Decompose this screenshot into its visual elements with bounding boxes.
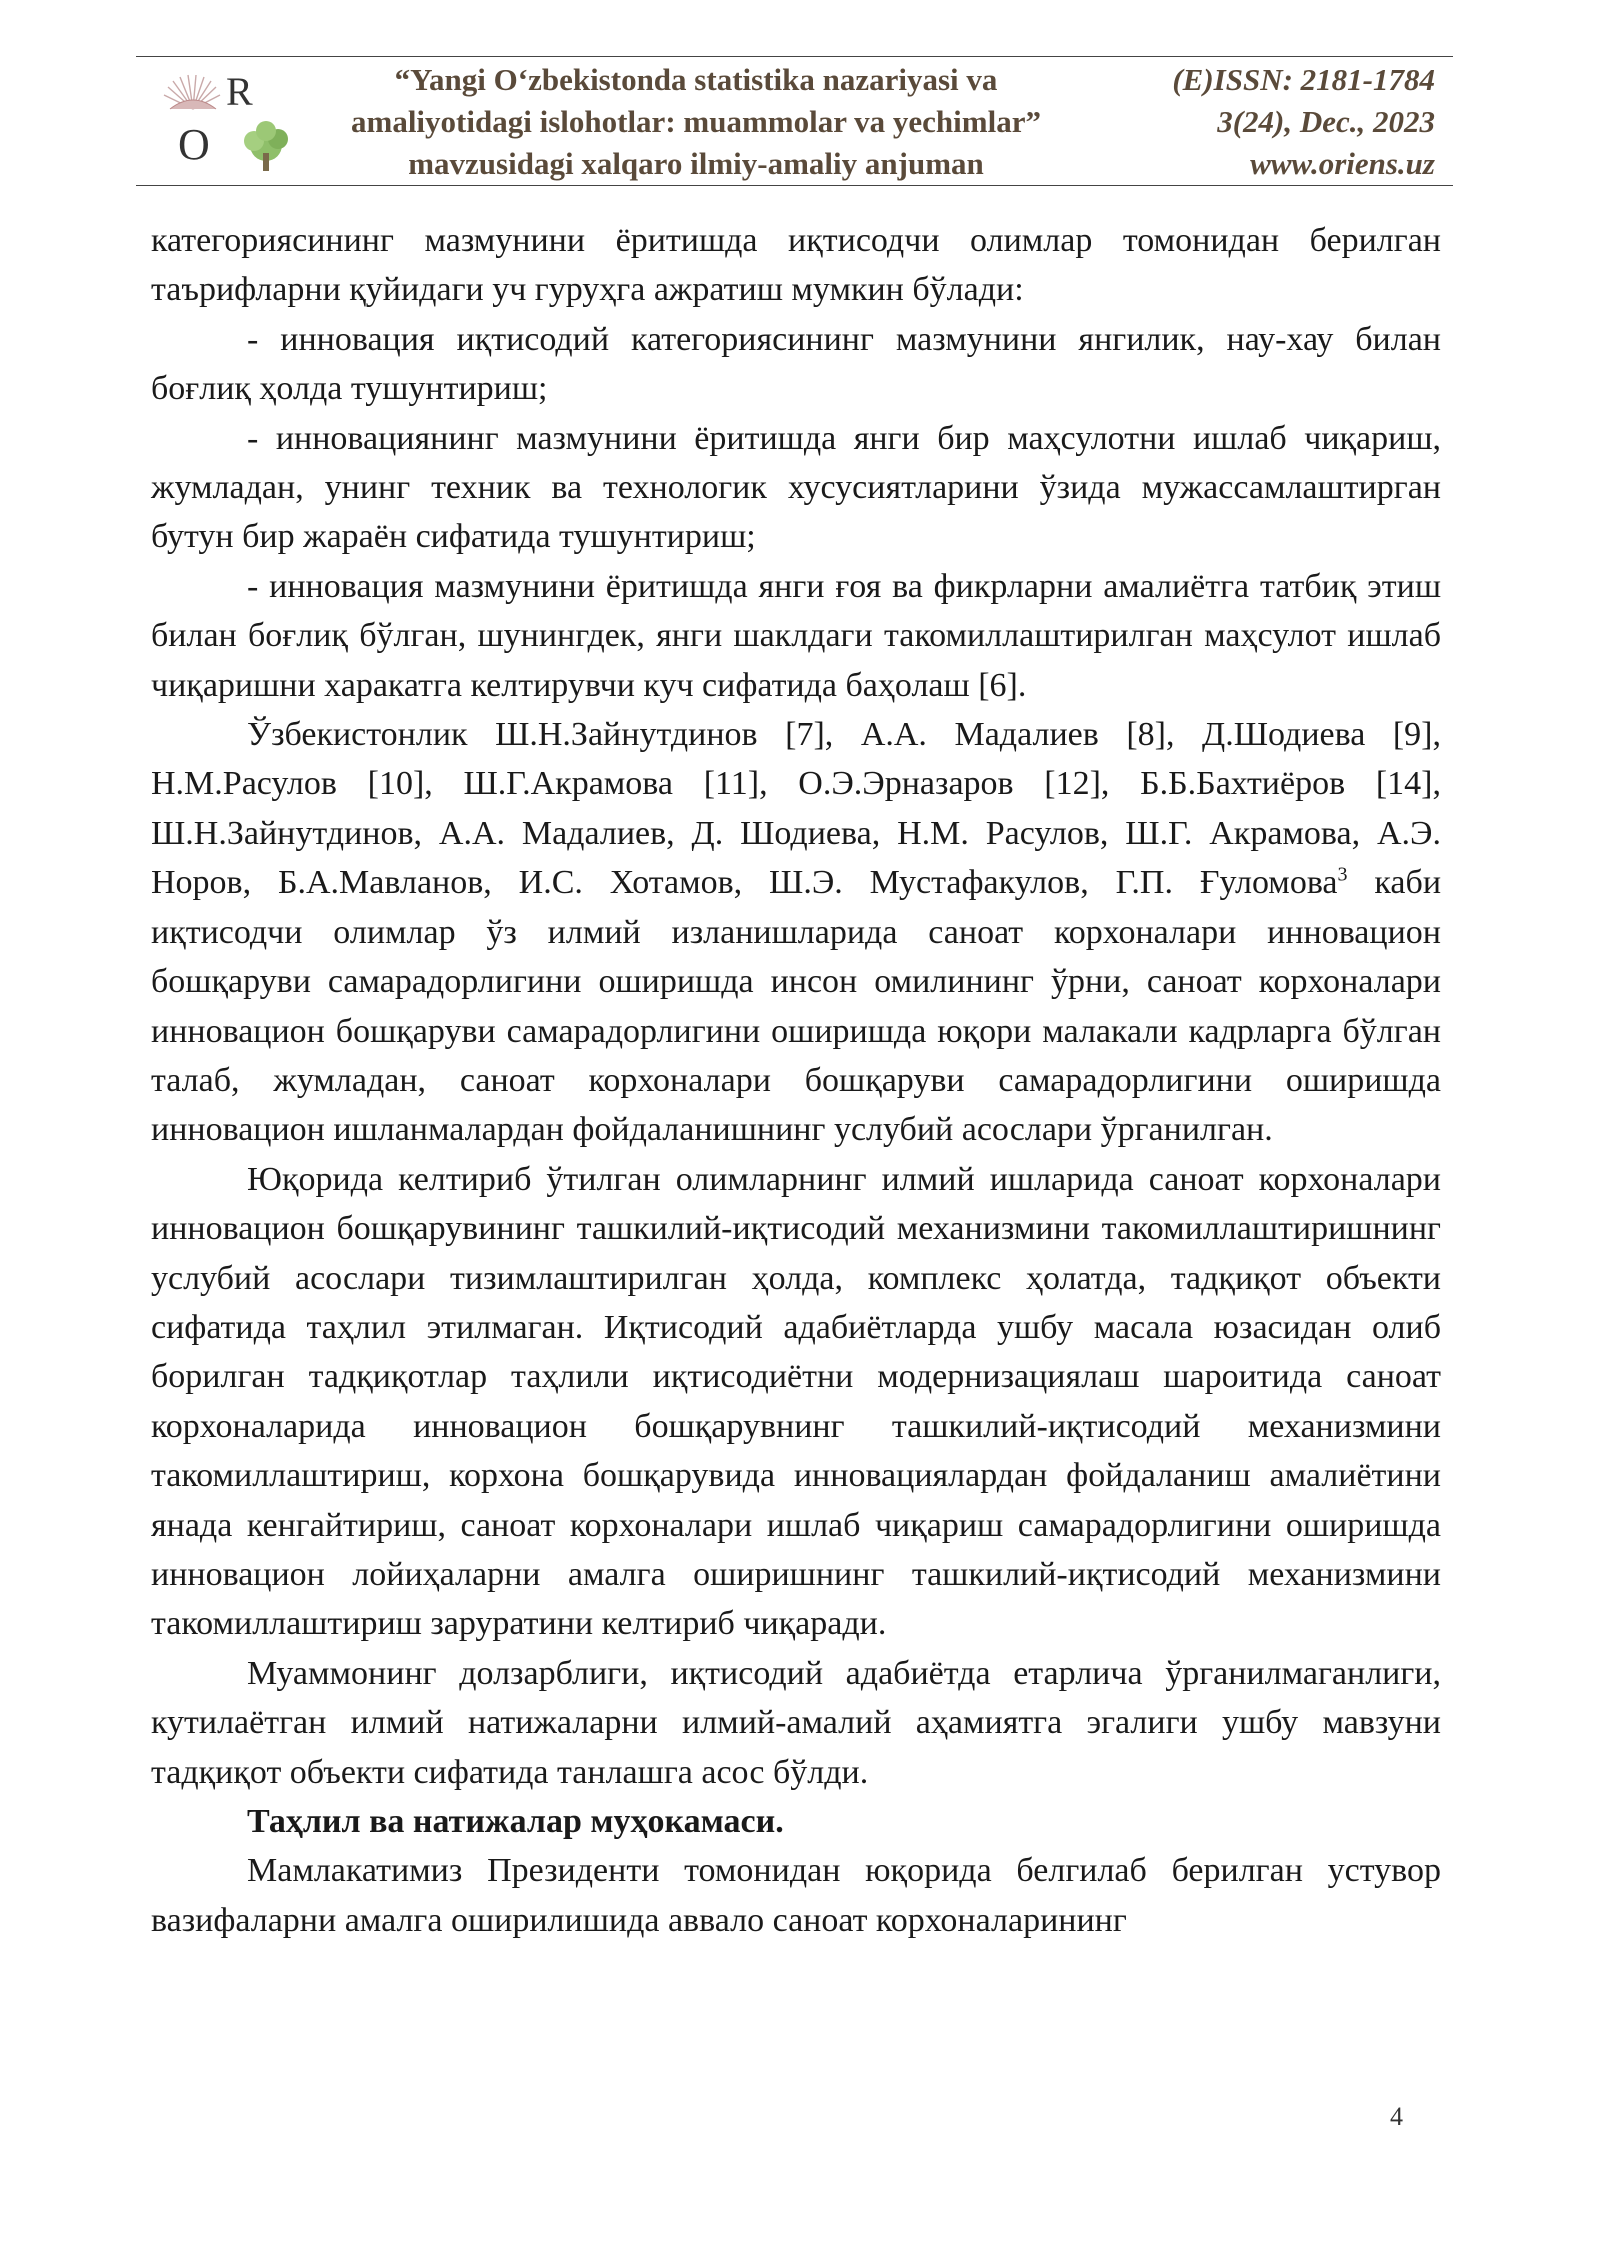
page-number: 4: [1390, 2102, 1403, 2131]
logo-letter-r: R: [226, 69, 253, 114]
website-link[interactable]: www.oriens.uz: [1250, 146, 1435, 181]
list-item: - инновация мазмунини ёритишда янги ғоя ва фикрларни амалиётга татбиқ этиш билан боғлиқ бўлган, шунингдек, янги шаклдаги такомиллаштирилган маҳсулот ишлаб чиқаришни харакатга келтирувчи куч сифатида баҳолаш [6].: [151, 567, 1441, 704]
body-paragraph: [151, 710, 1441, 1155]
authors-text: Ўзбекистонлик Ш.Н.Зайнутдинов [7], А.А. Мадалиев [8], Д.Шодиева [9], Н.М.Расулов [10], Ш.Г.Акрамова [11], О.Э.Эрназаров [12], Б.Б.Бахтиёров [14], Ш.Н.Зайнутдинов, А.А. Мадалиев, Д. Шодиева, Н.М. Расулов, Ш.Г. Акрамова, А.Э. Норов, Б.А.Мавланов, И.С. Хотамов, Ш.Э. Мустафакулов, Г.П. Ғуломова: [151, 716, 1441, 902]
conference-title-line: “Yangi Oʻzbekistonda statistika nazariyasi va: [394, 62, 998, 97]
footnote-reference[interactable]: 3: [1337, 863, 1348, 886]
body-paragraph: Муаммонинг долзарблиги, иқтисодий адабиётда етарлича ўрганилмаганлиги, кутилаётган илмий натижаларни илмий-амалий аҳамиятга эгалиги ушбу мавзуни тадқиқот объекти сифатида танлашга асос бўлди.: [151, 1654, 1441, 1791]
body-paragraph: Мамлакатимиз Президенти томонидан юқорида белгилаб берилган устувор вазифаларни амалга оширилишида аввало саноат корхоналарининг: [151, 1852, 1441, 1939]
journal-info: [1172, 59, 1435, 185]
issue-text: 3(24), Dec., 2023: [1217, 104, 1435, 139]
list-item: - инновациянинг мазмунини ёритишда янги бир маҳсулотни ишлаб чиқариш, жумладан, унинг техник ва технологик хусусиятларини ўзида мужассамлаштирган бутун бир жараён сифатида тушунтириш;: [151, 419, 1441, 556]
journal-logo: [158, 69, 298, 179]
list-item: - инновация иқтисодий категориясининг мазмунини янгилик, нау-хау билан боғлиқ ҳолда тушунтириш;: [151, 320, 1441, 408]
article-body: [151, 216, 1441, 1945]
oriens-logo-icon: [158, 69, 298, 179]
conference-title: [336, 59, 1056, 185]
conference-title-line: amaliyotidagi islohotlar: muammolar va yechimlar”: [351, 104, 1041, 139]
body-paragraph: Юқорида келтириб ўтилган олимларнинг илмий ишларида саноат корхоналари инновацион бошқарувининг ташкилий-иқтисодий механизмини такомиллаштиришнинг услубий асослари тизимлаштирилган ҳолда, комплекс ҳолатда, тадқиқот объекти сифатида таҳлил этилмаган. Иқтисодий адабиётларда ушбу масала юзасидан олиб борилган тадқиқотлар таҳлили иқтисодиётни модернизациялаш шароитида саноат корхоналарида инновацион бошқарувнинг ташкилий-иқтисодий механизмини такомиллаштириш, корхона бошқарувида инновациялардан фойдаланиш амалиётини янада кенгайтириш, саноат корхоналари ишлаб чиқариш самарадорлигини оширишда инновацион лойиҳаларни амалга оширишнинг ташкилий-иқтисодий механизмини такомиллаштириш заруратини келтириб чиқаради.: [151, 1160, 1441, 1643]
body-paragraph: категориясининг мазмунини ёритишда иқтисодчи олимлар томонидан берилган таърифларни қуйидаги уч гуруҳга ажратиш мумкин бўлади:: [151, 222, 1441, 309]
conference-title-line: mavzusidagi xalqaro ilmiy-amaliy anjuman: [408, 146, 984, 181]
page-header: [136, 56, 1453, 186]
section-heading: Таҳлил ва натижалар муҳокамаси.: [247, 1803, 784, 1840]
logo-letter-o: O: [178, 120, 210, 169]
authors-text-continued: каби иқтисодчи олимлар ўз илмий изланишларида саноат корхоналари инновацион бошқаруви самарадорлигини оширишда инсон омилининг ўрни, саноат корхоналари инновацион бошқаруви самарадорлигини оширишда юқори малакали кадрларга бўлган талаб, жумладан, саноат корхоналари бошқаруви самарадорлигини оширишда инновацион ишланмалардан фойдаланишнинг услубий асослари ўрганилган.: [151, 864, 1442, 1149]
issn-text: (E)ISSN: 2181-1784: [1172, 62, 1435, 97]
